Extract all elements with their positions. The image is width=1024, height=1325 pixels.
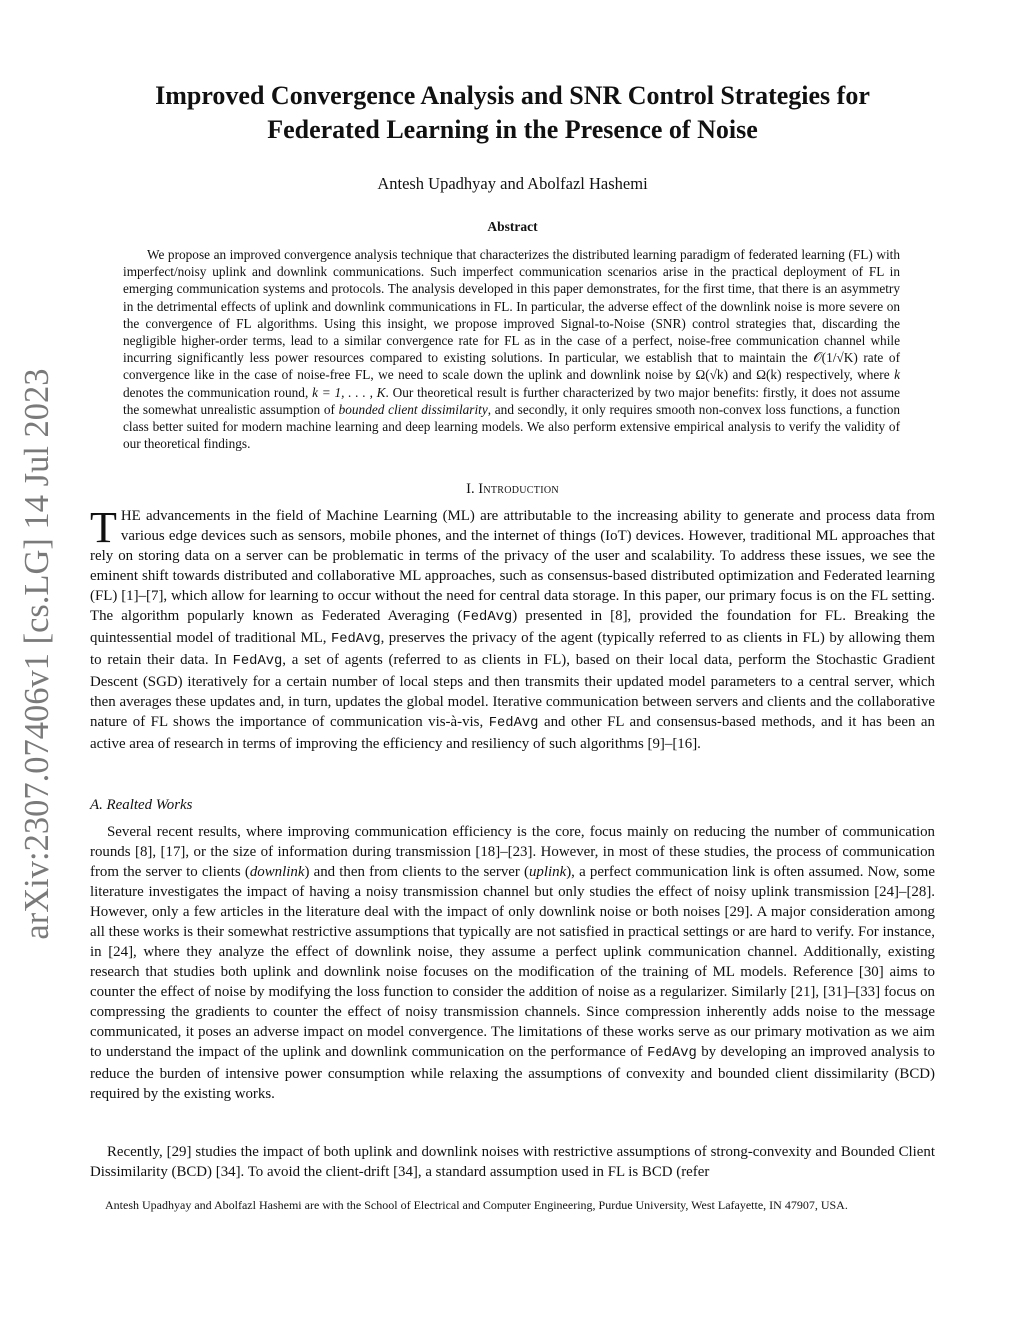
abstract-text: denotes the communication round,: [123, 384, 313, 400]
italic-term: uplink: [528, 864, 567, 880]
citation-link[interactable]: 23: [512, 844, 528, 860]
citation-link[interactable]: 8: [615, 608, 623, 624]
abstract-text: and: [728, 367, 757, 383]
citation-link[interactable]: 21: [795, 984, 811, 1000]
paper-title: [90, 79, 935, 147]
arxiv-stamp-text: arXiv:2307.07406v1 [cs.LG] 14 Jul 2023: [18, 368, 56, 940]
abstract-text: . Our theoretical result is further characterized by two major benefits: firstly, it does not assume the somewhat unrealistic assumption of: [123, 384, 900, 417]
citation-link[interactable]: 7: [151, 588, 159, 604]
text: ], a standard assumption used in FL is BCD (refer: [412, 1164, 710, 1180]
citation-link[interactable]: 29: [171, 1144, 187, 1160]
citation-link[interactable]: 9: [652, 736, 660, 752]
math-rate: 𝒪(1/√K): [813, 350, 858, 366]
recent-work-paragraph: [90, 1142, 935, 1182]
text: ].: [692, 736, 701, 752]
text: by developing an improved analysis to reduce the burden of intensive power consumption while relaxing the assumptions of convexity and bounded client dissimilarity (BCD) required by the existing works.: [90, 1044, 936, 1102]
text: ], or the size of information during transmission [: [180, 844, 481, 860]
abstract-text: respectively, where: [781, 367, 895, 383]
text: and other FL and consensus-based methods, and it has been an active area of research in terms of improving the efficiency and resiliency of such algorithms [: [90, 714, 935, 752]
text: ], [: [810, 984, 828, 1000]
text: ], [: [147, 844, 166, 860]
section-number: I.: [466, 481, 479, 497]
abstract-heading: Abstract: [487, 219, 538, 234]
abstract-italic: bounded client dissimilarity: [338, 401, 488, 417]
citation-link[interactable]: 28: [911, 884, 927, 900]
dropcap: T: [90, 503, 117, 552]
citation-link[interactable]: 30: [863, 964, 879, 980]
math-k-range: k = 1, . . . , K: [312, 384, 386, 400]
section-heading-introduction: [90, 481, 935, 498]
text: ]–[: [495, 844, 513, 860]
abstract-text: We propose an improved convergence analysis technique that characterizes the distributed learning paradigm of federated learning (FL) with imperfect/noisy uplink and downlink communications. Such imperfect communication scenarios arise in the practical deployment of FL in emerging communication systems and protocols. The analysis developed in this paper demonstrates, for the first time, that there is an asymmetry in the detrimental effects of uplink and downlink communications in FL. In particular, the adverse effect of the downlink noise is more severe on the convergence of FL algorithms. Using this insight, we propose improved Signal-to-Noise (SNR) control strategies that, discarding the negligible higher-order terms, lead to a similar convergence rate for FL as in the case of a perfect, noise-free communication channel while incurring significantly less power resources compared to existing solutions. In particular, we establish that to maintain the: [123, 247, 900, 366]
abstract-text: , and secondly, it only requires smooth non-convex loss functions, a function class better suited for modern machine learning and deep learning models. We also perform extensive empirical analysis to verify the validity of our theoretical findings.: [123, 401, 900, 452]
subsection-heading-related-works: A. Realted Works: [90, 797, 193, 813]
text: ] aims to counter the effect of noise by modifying the loss function to consider the addition of noise as a regularizer. Similarly [: [90, 964, 935, 1000]
abstract: [123, 246, 900, 452]
citation-link[interactable]: 24: [113, 944, 129, 960]
citation-link[interactable]: 33: [860, 984, 876, 1000]
citation-link[interactable]: 16: [677, 736, 693, 752]
related-works-paragraph: [90, 822, 935, 1104]
text: ]. However, only a few articles in the literature deal with the impact of only downlink noise or both noises [: [90, 884, 935, 920]
section-title: Introduction: [478, 481, 559, 497]
citation-link[interactable]: 8: [139, 844, 148, 860]
text: Several recent results, where improving communication efficiency is the core, focus mainly on reducing the number of communication rounds [: [90, 824, 935, 860]
text: ]–[: [133, 588, 151, 604]
abstract-text: rate of convergence like in the case of noise-free FL, we need to scale down the uplink and downlink noise by: [123, 350, 900, 383]
text: ]–[: [842, 984, 861, 1000]
code-fedavg: FedAvg: [647, 1046, 697, 1061]
citation-link[interactable]: 34: [398, 1164, 413, 1180]
text: ]–[: [894, 884, 912, 900]
introduction-paragraph: [90, 503, 936, 754]
math-downlink-scale: Ω(k): [756, 367, 782, 383]
text: ) presented in [: [512, 608, 616, 624]
citation-link[interactable]: 29: [729, 904, 745, 920]
title-line-1: Improved Convergence Analysis and SNR Control Strategies for: [155, 81, 870, 110]
math-k: k: [894, 367, 900, 383]
arxiv-stamp: [8, 366, 66, 942]
text: ]. However, in most of these studies, the process of communication from the server to clients (: [90, 844, 935, 880]
text: ], where they analyze the effect of downlink noise, they assume a perfect uplink communication channel. Additionally, existing research that studies both uplink and downlink noise focuses on the modification of the training of ML models. Reference [: [90, 944, 935, 980]
text: ]. To avoid the client-drift [: [235, 1164, 399, 1180]
citation-link[interactable]: 24: [879, 884, 895, 900]
text: ] studies the impact of both uplink and downlink noises with restrictive assumptions of strong-convexity and Bounded Client Dissimilarity (BCD) [: [90, 1144, 935, 1180]
text: ] focus on compressing the gradients to counter the effect of noisy transmission channels. Since compression inherently adds noise to the message communicated, it poses an adverse impact on model convergence. The limitations of these works serve as our primary motivation as we aim to understand the impact of the uplink and downlink communication on the performance of: [90, 984, 935, 1060]
citation-link[interactable]: 18: [480, 844, 496, 860]
authors: Antesh Upadhyay and Abolfazl Hashemi: [377, 174, 648, 193]
italic-term: downlink: [249, 864, 305, 880]
text: , a set of agents (referred to as clients in FL), based on their local data, perform the Stochastic Gradient Descent (SGD) iteratively for a certain number of local steps and then transmits their updated model parameters to a central server, which then averages these updates and, in turn, updates the global model. Iterative communication between servers and clients and the collaborative nature of FL shows the importance of communication vis-à-vis,: [90, 652, 936, 730]
text: ) and then from clients to the server (: [304, 864, 529, 880]
text: ], which allow for learning to occur without the need for central data storage. In this paper, our primary focus is on the FL setting. The algorithm popularly known as Federated Averaging (: [90, 588, 936, 624]
citation-link[interactable]: 1: [126, 588, 134, 604]
text: ), a perfect communication link is often assumed. Now, some literature investigates the impact of having a noisy transmission channel but only studies the effect of noisy uplink transmission [: [90, 864, 935, 900]
code-fedavg: FedAvg: [232, 654, 283, 669]
citation-link[interactable]: 17: [165, 844, 181, 860]
text: ]–[: [659, 736, 678, 752]
math-uplink-scale: Ω(√k): [695, 367, 728, 383]
title-line-2: Federated Learning in the Presence of Noise: [267, 115, 758, 144]
text: HE advancements in the field of Machine Learning (ML) are attributable to the increasing ability to generate and process data from various edge devices such as sensors, mobile phones, and the internet of things (IoT) devices. However, traditional ML approaches that rely on storing data on a server can be problematic in terms of the privacy of the user and scalability. To address these issues, we see the eminent shift towards distributed and collaborative ML approaches, such as consensus-based distributed optimization and Federated learning (FL) [: [90, 508, 935, 604]
text: ], provided the foundation for FL. Breaking the quintessential model of traditional ML,: [90, 608, 935, 646]
code-fedavg: FedAvg: [462, 610, 513, 625]
footnote: Antesh Upadhyay and Abolfazl Hashemi are with the School of Electrical and Computer Engineering, Purdue University, West Lafayette, IN 47907, USA.: [105, 1198, 848, 1212]
code-fedavg: FedAvg: [330, 632, 381, 647]
citation-link[interactable]: 31: [827, 984, 843, 1000]
text: , preserves the privacy of the agent (typically referred to as clients in FL) by allowing them to retain their data. In: [90, 630, 935, 668]
text: Recently, [: [107, 1144, 172, 1160]
text: ]. A major consideration among all these works is their somewhat restrictive assumptions that typically are not satisfied in practical settings or are hard to verify. For instance, in [: [90, 904, 935, 960]
code-fedavg: FedAvg: [488, 716, 539, 731]
citation-link[interactable]: 34: [220, 1164, 236, 1180]
